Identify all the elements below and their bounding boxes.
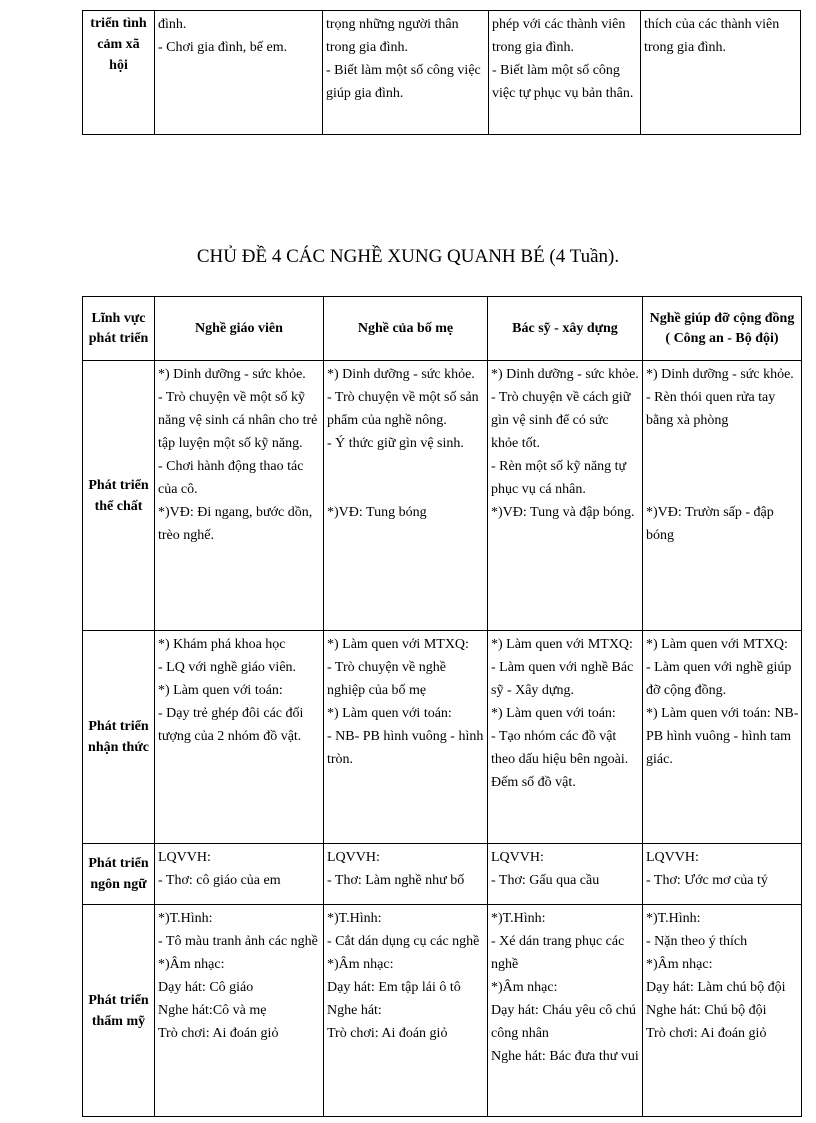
continued-table — [82, 10, 801, 135]
content-cell: LQVVH: - Thơ: Làm nghề như bố — [324, 844, 488, 905]
content-cell: *) Làm quen với MTXQ: - Trò chuyện về nghề nghiệp của bố mẹ *) Làm quen với toán: - NB- PB hình vuông - hình tròn. — [324, 631, 488, 844]
field-cell: Phát triển thể chất — [83, 361, 155, 631]
content-cell: phép với các thành viên trong gia đình. - Biết làm một số công việc tự phục vụ bản thân. — [489, 11, 641, 135]
content-cell: LQVVH: - Thơ: Ước mơ của tý — [643, 844, 802, 905]
content-cell: *)T.Hình: - Nặn theo ý thích *)Âm nhạc: Dạy hát: Làm chú bộ đội Nghe hát: Chú bộ đội Trò chơi: Ai đoán giỏ — [643, 905, 802, 1117]
table-row — [83, 631, 802, 844]
content-cell: *)T.Hình: - Tô màu tranh ảnh các nghề *)Âm nhạc: Dạy hát: Cô giáo Nghe hát:Cô và mẹ Trò chơi: Ai đoán giỏ — [155, 905, 324, 1117]
content-cell: LQVVH: - Thơ: Gấu qua cầu — [488, 844, 643, 905]
content-cell: thích của các thành viên trong gia đình. — [641, 11, 801, 135]
header-cell: Lĩnh vực phát triển — [83, 297, 155, 361]
content-cell: *) Dinh dưỡng - sức khỏe. - Rèn thói quen rửa tay bằng xà phòng *)VĐ: Trườn sấp - đập bóng — [643, 361, 802, 631]
field-cell: Phát triển ngôn ngữ — [83, 844, 155, 905]
content-cell: *) Khám phá khoa học - LQ với nghề giáo viên. *) Làm quen với toán: - Dạy trẻ ghép đôi các đối tượng của 2 nhóm đồ vật. — [155, 631, 324, 844]
content-cell: *) Làm quen với MTXQ: - Làm quen với nghề giúp đỡ cộng đồng. *) Làm quen với toán: NB- PB hình vuông - hình tam giác. — [643, 631, 802, 844]
content-cell: trọng những người thân trong gia đình. - Biết làm một số công việc giúp gia đình. — [323, 11, 489, 135]
header-cell: Nghề giáo viên — [155, 297, 324, 361]
header-row — [83, 297, 802, 361]
content-cell: *) Dinh dưỡng - sức khỏe. - Trò chuyện về cách giữ gìn vệ sinh để có sức khỏe tốt. - Rèn một số kỹ năng tự phục vụ cá nhân. *)VĐ: Tung và đập bóng. — [488, 361, 643, 631]
field-cell: Phát triển thẩm mỹ — [83, 905, 155, 1117]
table-row — [83, 11, 801, 135]
header-cell: Nghề giúp đỡ cộng đồng ( Công an - Bộ đội) — [643, 297, 802, 361]
content-cell: *) Dinh dưỡng - sức khỏe. - Trò chuyện về một số kỹ năng vệ sinh cá nhân cho trẻ tập luyện một số kỹ năng. - Chơi hành động thao tác của cô. *)VĐ: Đi ngang, bước dồn, trèo nghế. — [155, 361, 324, 631]
field-cell: Phát triển nhận thức — [83, 631, 155, 844]
content-cell: *)T.Hình: - Cắt dán dụng cụ các nghề *)Âm nhạc: Dạy hát: Em tập lái ô tô Nghe hát: Trò chơi: Ai đoán giỏ — [324, 905, 488, 1117]
content-cell: LQVVH: - Thơ: cô giáo của em — [155, 844, 324, 905]
content-cell: *) Dinh dưỡng - sức khỏe. - Trò chuyện về một số sản phẩm của nghề nông. - Ý thức giữ gìn vệ sinh. *)VĐ: Tung bóng — [324, 361, 488, 631]
header-cell: Nghề của bố mẹ — [324, 297, 488, 361]
table-row — [83, 361, 802, 631]
header-cell: Bác sỹ - xây dựng — [488, 297, 643, 361]
table-row — [83, 905, 802, 1117]
content-cell: *)T.Hình: - Xé dán trang phục các nghề *)Âm nhạc: Dạy hát: Cháu yêu cô chú công nhân Nghe hát: Bác đưa thư vui — [488, 905, 643, 1117]
table-row — [83, 844, 802, 905]
content-cell: *) Làm quen với MTXQ: - Làm quen với nghề Bác sỹ - Xây dựng. *) Làm quen với toán: - Tạo nhóm các đồ vật theo dấu hiệu bên ngoài. Đếm số đồ vật. — [488, 631, 643, 844]
page-title: CHỦ ĐỀ 4 CÁC NGHỀ XUNG QUANH BÉ (4 Tuần). — [196, 246, 620, 267]
theme-table — [82, 296, 802, 1117]
field-cell: triển tình cảm xã hội — [83, 11, 155, 135]
content-cell: đình. - Chơi gia đình, bế em. — [155, 11, 323, 135]
